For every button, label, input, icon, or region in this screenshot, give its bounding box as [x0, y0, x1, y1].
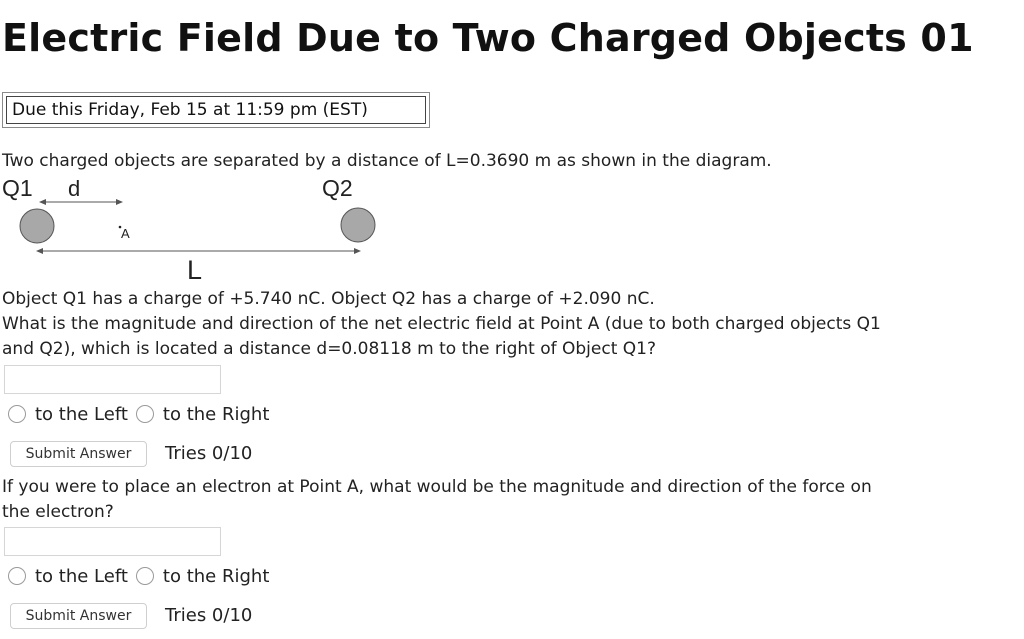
force-right-label[interactable]: to the Right — [162, 565, 270, 587]
field-right-radio[interactable] — [136, 405, 154, 423]
field-magnitude-input[interactable] — [4, 365, 221, 394]
q1-charge — [20, 209, 54, 243]
submit-answer-button-2[interactable]: Submit Answer — [10, 603, 147, 629]
q2-label: Q2 — [322, 175, 353, 201]
field-left-label[interactable]: to the Left — [35, 403, 128, 425]
force-left-label[interactable]: to the Left — [35, 565, 128, 587]
question-line-1: What is the magnitude and direction of the net electric field at Point A (due to both charged objects Q1 — [2, 314, 881, 334]
point-a-label: A — [121, 226, 130, 241]
force-left-radio[interactable] — [8, 567, 26, 585]
force-right-radio[interactable] — [136, 567, 154, 585]
field-left-radio[interactable] — [8, 405, 26, 423]
charges-text: Object Q1 has a charge of +5.740 nC. Object Q2 has a charge of +2.090 nC. — [2, 289, 655, 309]
followup-line-1: If you were to place an electron at Point A, what would be the magnitude and direction of the force on — [2, 477, 872, 497]
field-direction-options — [8, 401, 277, 427]
tries-counter-2: Tries 0/10 — [165, 605, 253, 626]
followup-line-2: the electron? — [2, 502, 114, 522]
force-magnitude-input[interactable] — [4, 527, 221, 556]
field-right-label[interactable]: to the Right — [162, 403, 270, 425]
submit-answer-button-1[interactable]: Submit Answer — [10, 441, 147, 467]
q1-label: Q1 — [2, 175, 33, 201]
l-label: L — [187, 255, 203, 284]
problem-intro: Two charged objects are separated by a distance of L=0.3690 m as shown in the diagram. — [2, 151, 772, 171]
d-label: d — [68, 176, 81, 201]
tries-counter-1: Tries 0/10 — [165, 443, 253, 464]
force-direction-options — [8, 563, 277, 589]
charge-diagram — [0, 172, 392, 284]
due-date-box — [2, 92, 430, 128]
q2-charge — [341, 208, 375, 242]
page-title: Electric Field Due to Two Charged Objects 01 — [2, 16, 974, 60]
due-date-text: Due this Friday, Feb 15 at 11:59 pm (EST) — [6, 96, 426, 124]
question-line-2: and Q2), which is located a distance d=0.08118 m to the right of Object Q1? — [2, 339, 657, 359]
